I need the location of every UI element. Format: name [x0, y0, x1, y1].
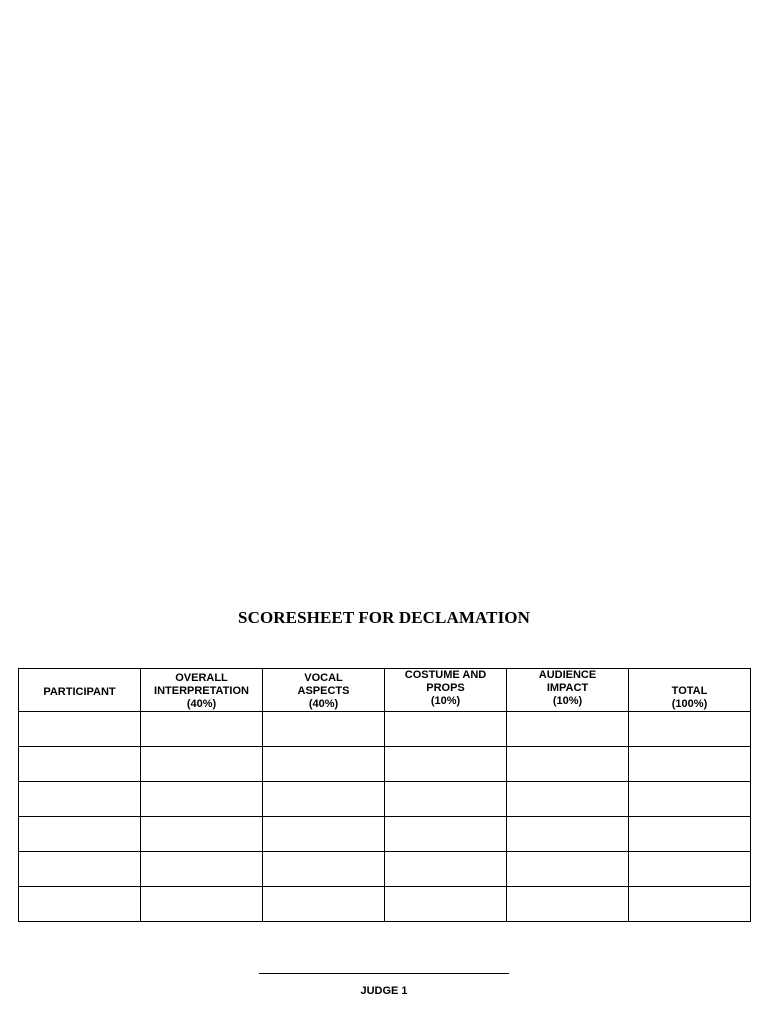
total-cell[interactable] — [629, 747, 751, 782]
participant-cell[interactable] — [19, 887, 141, 922]
audience-impact-cell[interactable] — [507, 712, 629, 747]
column-header-label-line2: ASPECTS — [297, 685, 350, 697]
vocal-aspects-cell[interactable] — [263, 782, 385, 817]
table-row — [19, 852, 751, 887]
column-header-label: TOTAL — [671, 685, 708, 697]
vocal-aspects-cell[interactable] — [263, 887, 385, 922]
total-cell[interactable] — [629, 782, 751, 817]
column-header-audience-impact — [507, 669, 629, 712]
total-cell[interactable] — [629, 817, 751, 852]
column-header-percent: (40%) — [186, 698, 217, 710]
column-header-label-line2: PROPS — [426, 682, 465, 694]
total-cell[interactable] — [629, 852, 751, 887]
vocal-aspects-cell[interactable] — [263, 852, 385, 887]
overall-interpretation-cell[interactable] — [141, 782, 263, 817]
participant-cell[interactable] — [19, 852, 141, 887]
participant-cell[interactable] — [19, 747, 141, 782]
column-header-participant — [19, 669, 141, 712]
vocal-aspects-cell[interactable] — [263, 817, 385, 852]
page-title: SCORESHEET FOR DECLAMATION — [238, 608, 530, 627]
audience-impact-cell[interactable] — [507, 852, 629, 887]
costume-and-props-cell[interactable] — [385, 852, 507, 887]
table-row — [19, 887, 751, 922]
signature-line — [259, 973, 509, 974]
total-cell[interactable] — [629, 887, 751, 922]
overall-interpretation-cell[interactable] — [141, 817, 263, 852]
column-header-percent: (10%) — [552, 695, 583, 707]
audience-impact-cell[interactable] — [507, 817, 629, 852]
overall-interpretation-cell[interactable] — [141, 747, 263, 782]
audience-impact-cell[interactable] — [507, 782, 629, 817]
column-header-label: PARTICIPANT — [43, 685, 116, 698]
vocal-aspects-cell[interactable] — [263, 747, 385, 782]
column-header-label: COSTUME AND — [404, 669, 487, 681]
audience-impact-cell[interactable] — [507, 747, 629, 782]
table-row — [19, 817, 751, 852]
overall-interpretation-cell[interactable] — [141, 852, 263, 887]
column-header-label-line2: IMPACT — [546, 682, 589, 694]
column-header-costume-and-props — [385, 669, 507, 712]
column-header-label: AUDIENCE — [538, 669, 597, 681]
participant-cell[interactable] — [19, 817, 141, 852]
overall-interpretation-cell[interactable] — [141, 887, 263, 922]
total-cell[interactable] — [629, 712, 751, 747]
column-header-percent: (10%) — [430, 695, 461, 707]
costume-and-props-cell[interactable] — [385, 782, 507, 817]
table-row — [19, 747, 751, 782]
overall-interpretation-cell[interactable] — [141, 712, 263, 747]
column-header-label-line2: INTERPRETATION — [154, 685, 249, 697]
column-header-overall-interpretation — [141, 669, 263, 712]
column-header-label: VOCAL — [304, 672, 343, 684]
header-row — [19, 669, 751, 712]
column-header-label: OVERALL — [175, 672, 228, 684]
costume-and-props-cell[interactable] — [385, 817, 507, 852]
signature-label: JUDGE 1 — [360, 985, 408, 997]
costume-and-props-cell[interactable] — [385, 887, 507, 922]
column-header-total — [629, 669, 751, 712]
column-header-vocal-aspects — [263, 669, 385, 712]
audience-impact-cell[interactable] — [507, 887, 629, 922]
costume-and-props-cell[interactable] — [385, 747, 507, 782]
table-row — [19, 782, 751, 817]
column-header-percent: (40%) — [308, 698, 339, 710]
score-table — [18, 668, 751, 922]
vocal-aspects-cell[interactable] — [263, 712, 385, 747]
participant-cell[interactable] — [19, 782, 141, 817]
table-row — [19, 712, 751, 747]
costume-and-props-cell[interactable] — [385, 712, 507, 747]
column-header-percent: (100%) — [671, 698, 708, 710]
participant-cell[interactable] — [19, 712, 141, 747]
